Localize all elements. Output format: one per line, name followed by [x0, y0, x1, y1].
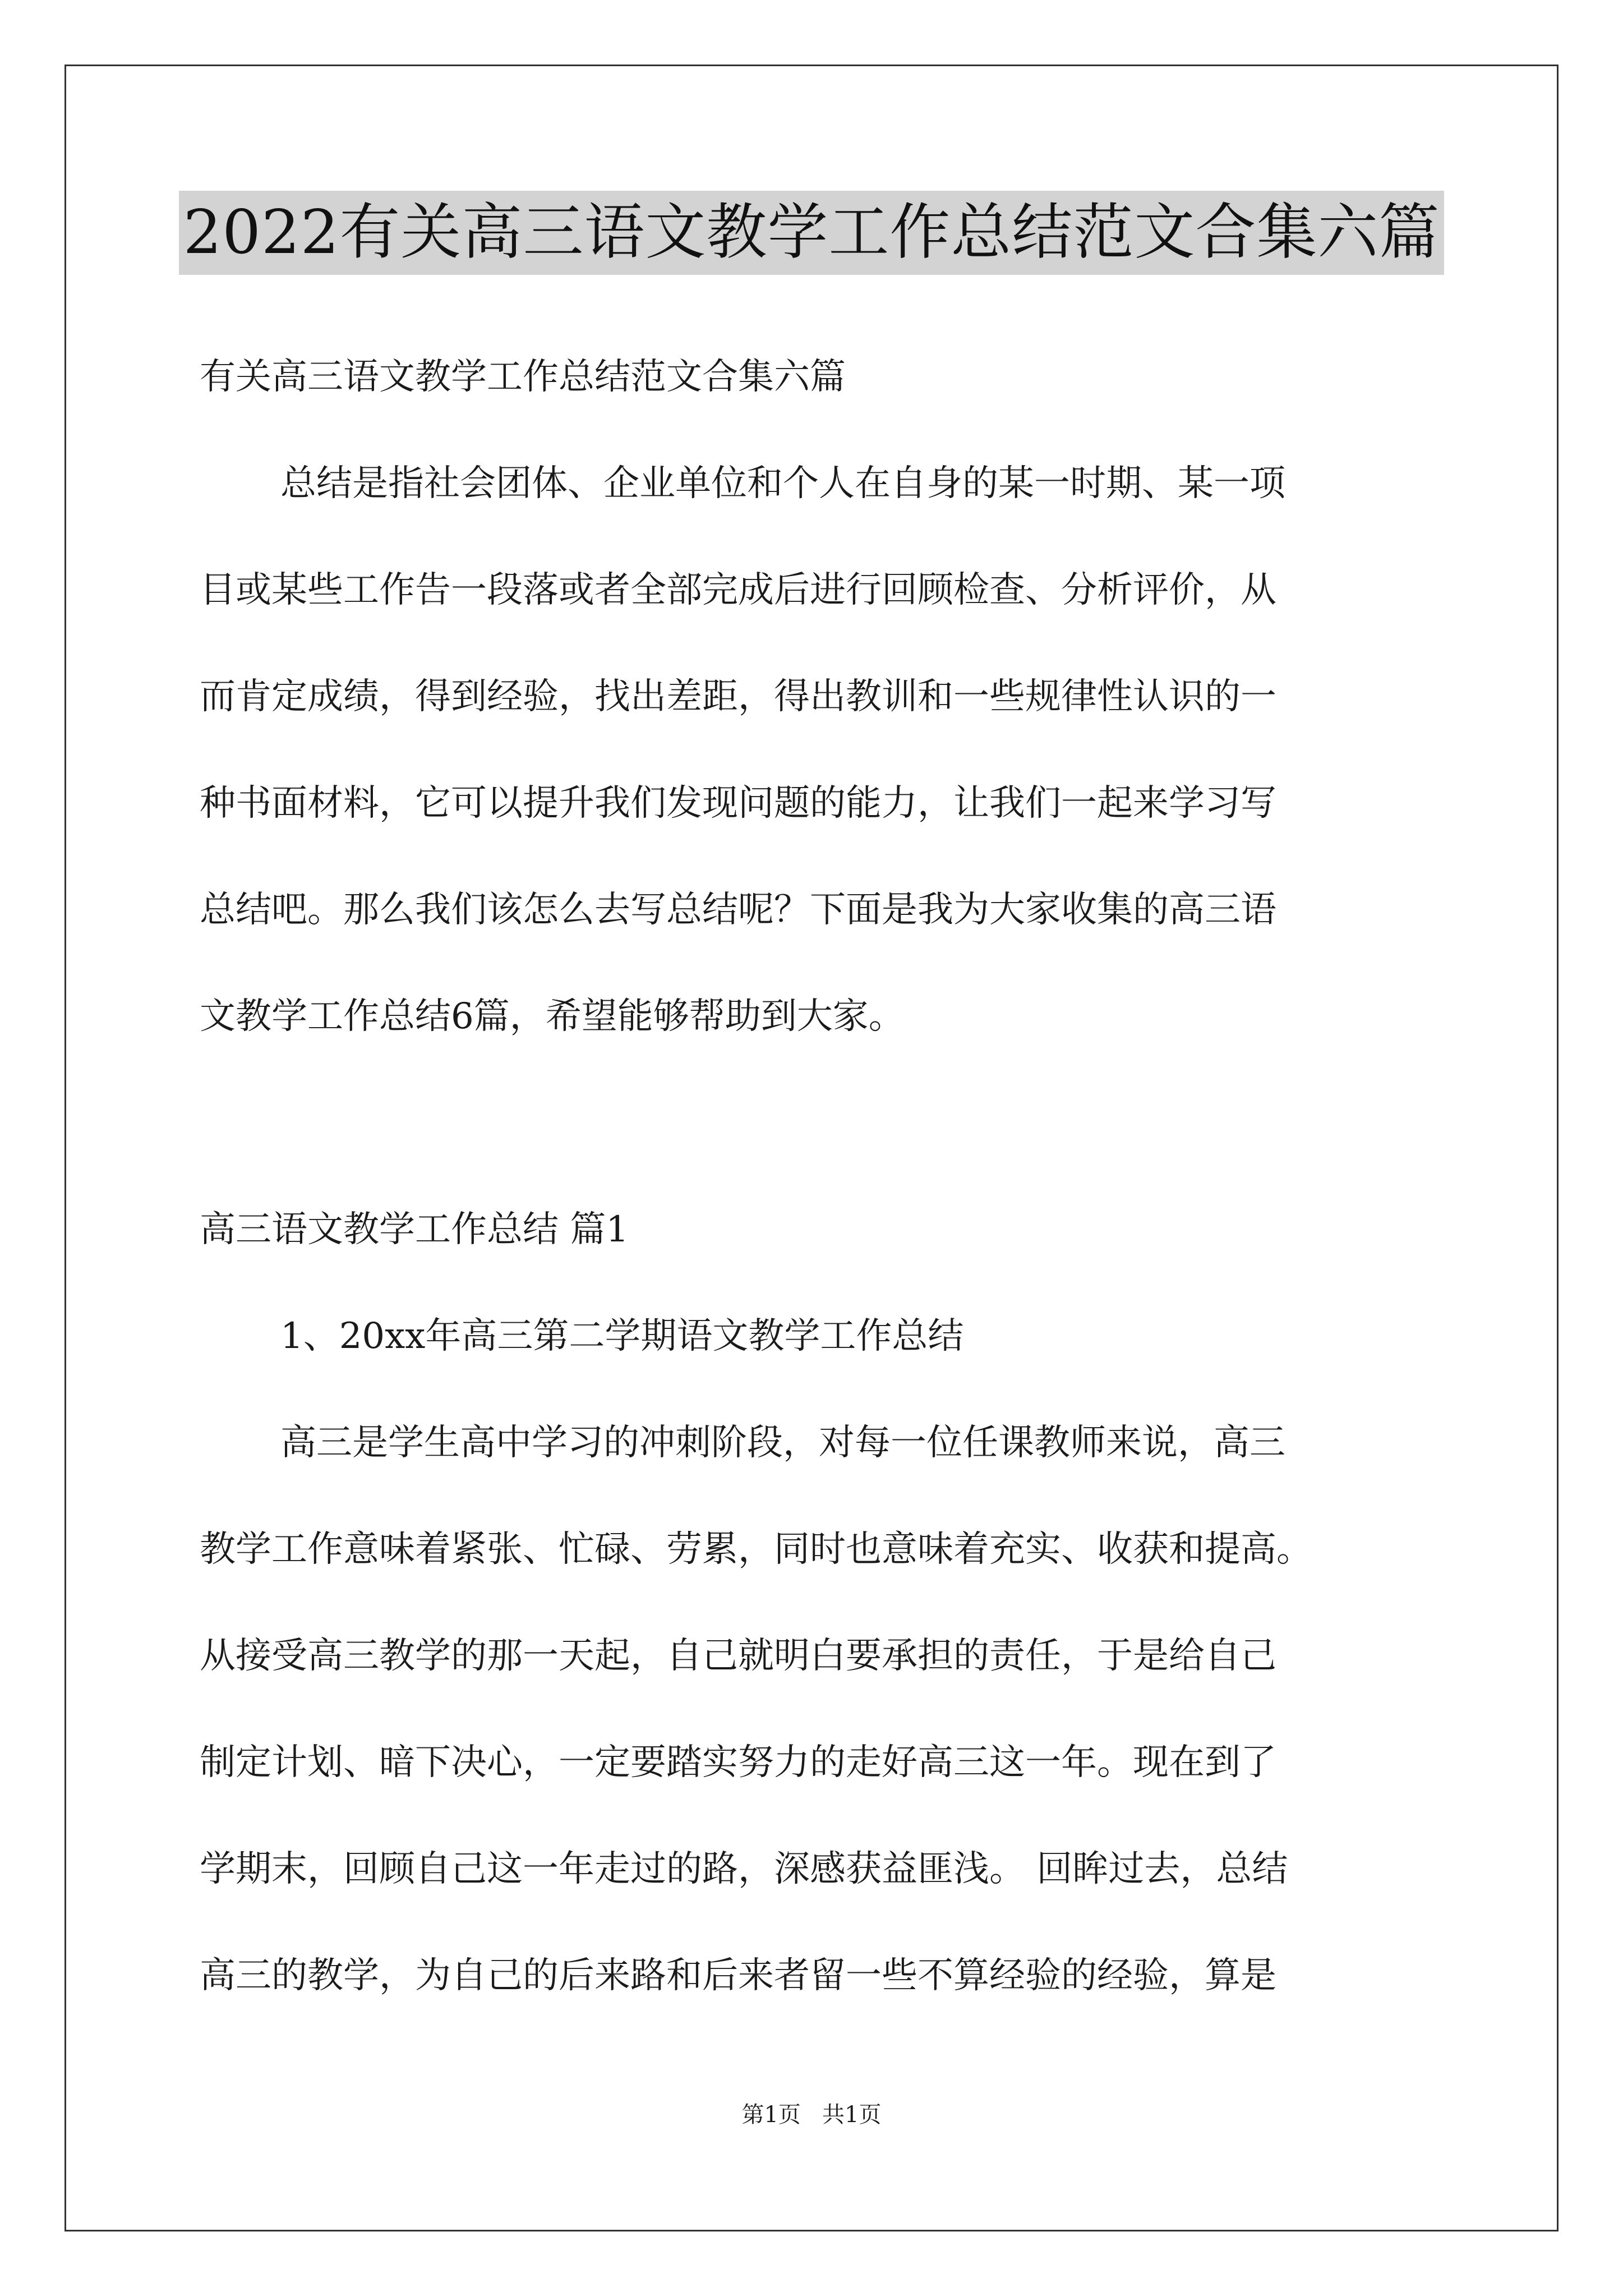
body-line: 学期末，回顾自己这一年走过的路，深感获益匪浅。 回眸过去，总结 [200, 1848, 1288, 1890]
intro-line: 而肯定成绩，得到经验，找出差距，得出教训和一些规律性认识的一 [200, 676, 1276, 717]
intro-line: 目或某些工作告一段落或者全部完成后进行回顾检查、分析评价，从 [200, 569, 1276, 611]
section-heading: 高三语文教学工作总结 篇1 [200, 1209, 629, 1250]
body-line: 制定计划、暗下决心，一定要踏实努力的走好高三这一年。现在到了 [200, 1742, 1276, 1783]
intro-line: 总结是指社会团体、企业单位和个人在自身的某一时期、某一项 [280, 463, 1285, 504]
body-line: 从接受高三教学的那一天起，自己就明白要承担的责任，于是给自己 [200, 1635, 1276, 1677]
intro-line: 文教学工作总结6篇，希望能够帮助到大家。 [200, 996, 905, 1037]
document-title: 2022有关高三语文教学工作总结范文合集六篇 [179, 191, 1445, 275]
item-heading: 1、20xx年高三第二学期语文教学工作总结 [280, 1315, 964, 1357]
page-footer: 第1页 共1页 [741, 2102, 882, 2128]
title-container [0, 191, 1623, 275]
document-subtitle: 有关高三语文教学工作总结范文合集六篇 [200, 356, 846, 398]
body-line: 高三的教学，为自己的后来路和后来者留一些不算经验的经验，算是 [200, 1955, 1276, 1996]
intro-line: 总结吧。那么我们该怎么去写总结呢？下面是我为大家收集的高三语 [200, 889, 1276, 931]
body-line: 教学工作意味着紧张、忙碌、劳累，同时也意味着充实、收获和提高。 [200, 1529, 1312, 1570]
intro-line: 种书面材料，它可以提升我们发现问题的能力，让我们一起来学习写 [200, 783, 1276, 824]
body-line: 高三是学生高中学习的冲刺阶段，对每一位任课教师来说，高三 [280, 1422, 1285, 1464]
